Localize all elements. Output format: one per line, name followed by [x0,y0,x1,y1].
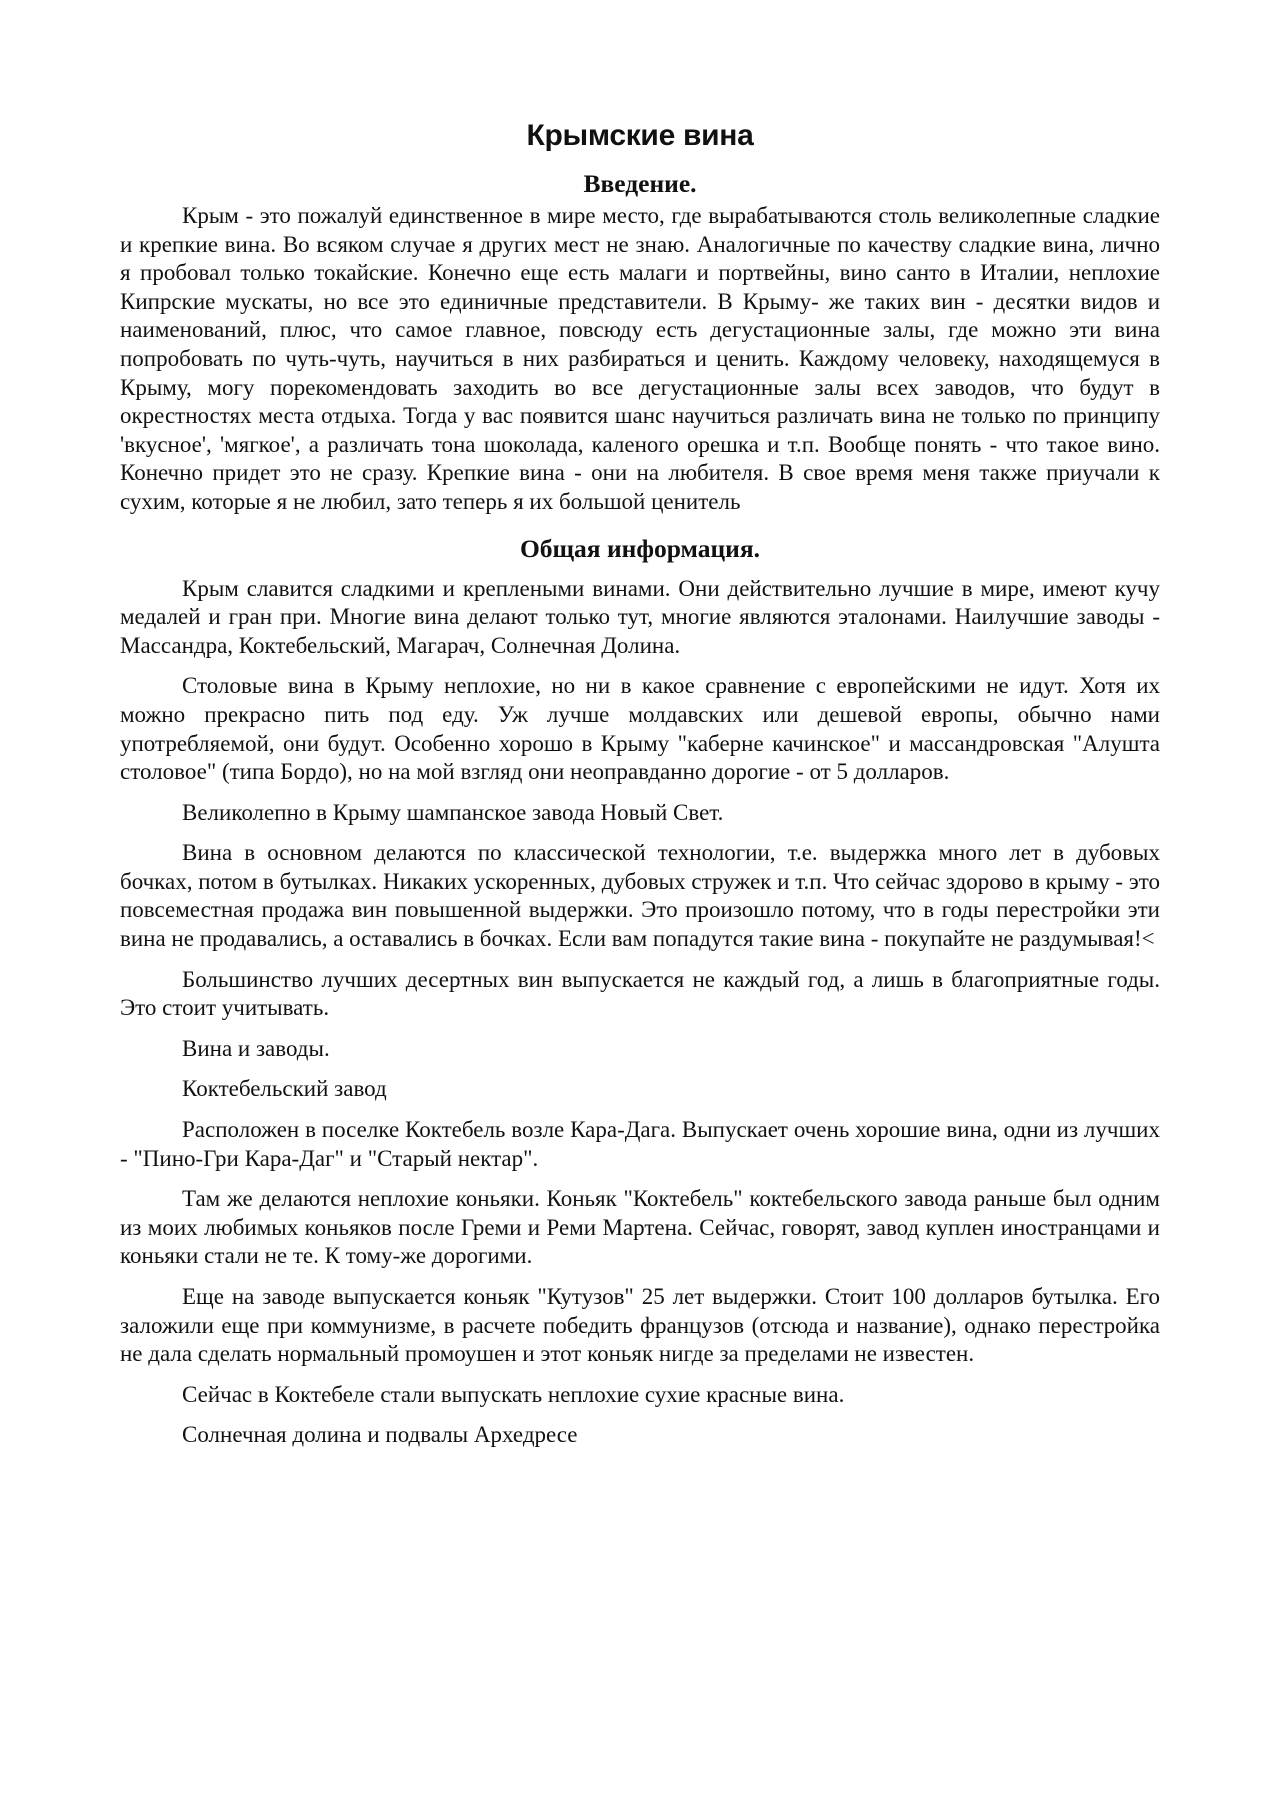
document-title: Крымские вина [526,119,754,152]
subheading-wines-and-factories: Вина и заводы. [182,1035,330,1061]
paragraph-table-wines: Столовые вина в Крыму неплохие, но ни в какое сравнение с европейскими не идут. Хотя их можно прекрасно пить под еду. Уж лучше молдавских или дешевой европы, обычно нами употребляемой, они будут. Особенно хорошо в Крыму "каберне качинское" и массандровская "Алушта столовое" (типа Бордо), но на мой взгляд они неоправданно дорогие - от 5 долларов. [120,673,1160,785]
paragraph-koktebel-dry-wines: Сейчас в Коктебеле стали выпускать неплохие сухие красные вина. [182,1381,845,1407]
document-page [120,118,1160,1450]
paragraph-dessert-wines: Большинство лучших десертных вин выпускается не каждый год, а лишь в благоприятные годы. Это стоит учитывать. [120,966,1160,1021]
paragraph-koktebel-cognac: Там же делаются неплохие коньяки. Коньяк "Коктебель" коктебельского завода раньше был одним из моих любимых коньяков после Греми и Реми Мартена. Сейчас, говорят, завод куплен иностранцами и коньяки стали не те. К тому-же дорогими. [120,1186,1160,1269]
paragraph-technology: Вина в основном делаются по классической технологии, т.е. выдержка много лет в дубовых бочках, потом в бутылках. Никаких ускоренных, дубовых стружек и т.п. Что сейчас здорово в крыму - это повсеместная продажа вин повышенной выдержки. Это произошло потому, что в годы перестройки эти вина не продавались, а оставались в бочках. Если вам попадутся такие вина - покупайте не раздумывая!< [120,840,1160,952]
general-info-heading: Общая информация. [519,533,761,563]
intro-heading: Введение. [583,169,697,198]
paragraph-kutuzov-cognac: Еще на заводе выпускается коньяк "Кутузов" 25 лет выдержки. Стоит 100 долларов бутылка. Его заложили еще при коммунизме, в расчете победить французов (отсюда и название), однако перестройка не дала сделать нормальный промоушен и этот коньяк нигде за пределами не известен. [120,1284,1160,1367]
subheading-koktebel-factory: Коктебельский завод [182,1076,387,1102]
paragraph-crimea-wines: Крым славится сладкими и креплеными винами. Они действительно лучшие в мире, имеют кучу медалей и гран при. Многие вина делают только тут, многие являются эталонами. Наилучшие заводы - Массандра, Коктебельский, Магарач, Солнечная Долина. [120,575,1160,658]
subheading-solnechnaya-dolina: Солнечная долина и подвалы Архедресе [182,1422,578,1448]
paragraph-koktebel-location: Расположен в поселке Коктебель возле Кара-Дага. Выпускает очень хорошие вина, одни из лучших - "Пино-Гри Кара-Даг" и "Старый нектар". [120,1117,1160,1171]
paragraph-champagne: Великолепно в Крыму шампанское завода Новый Свет. [182,799,724,825]
intro-paragraph: Крым - это пожалуй единственное в мире место, где вырабатываются столь великолепные сладкие и крепкие вина. Во всяком случае я других мест не знаю. Аналогичные по качеству сладкие вина, лично я пробовал только токайские. Конечно еще есть малаги и портвейны, вино санто в Италии, неплохие Кипрские мускаты, но все это единичные представители. В Крыму- же таких вин - десятки видов и наименований, плюс, что самое главное, повсюду есть дегустационные залы, где можно эти вина попробовать по чуть-чуть, научиться в них разбираться и ценить. Каждому человеку, находящемуся в Крыму, могу порекомендовать заходить во все дегустационные залы всех заводов, что будут в окрестностях места отдыха. Тогда у вас появится шанс научиться различать вина не только по принципу 'вкусное', 'мягкое', а различать тона шоколада, каленого орешка и т.п. Вообще понять - что такое вино. Конечно придет это не сразу. Крепкие вина - они на любителя. В свое время меня также приучали к сухим, которые я не любил, зато теперь я их большой ценитель [120,203,1160,514]
